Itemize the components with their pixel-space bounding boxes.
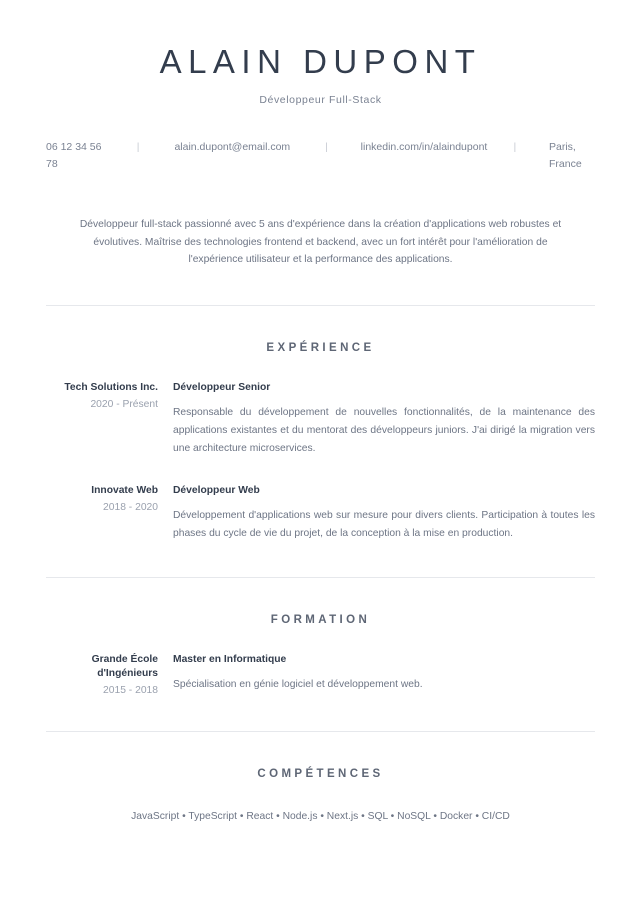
entry-organization: Grande École d'Ingénieurs xyxy=(91,653,158,679)
entry-role: Développeur Senior xyxy=(173,381,271,393)
entry-meta xyxy=(46,653,173,698)
entry-description: Spécialisation en génie logiciel et développement web. xyxy=(173,678,423,690)
section-divider xyxy=(46,577,595,578)
list-item xyxy=(46,381,595,458)
resume-header xyxy=(46,0,595,106)
entry-role: Master en Informatique xyxy=(173,653,287,665)
section-title-experience: EXPÉRIENCE xyxy=(266,341,375,354)
list-item xyxy=(46,484,595,543)
profile-summary: Développeur full-stack passionné avec 5 ans d'expérience dans la création d'applications web robustes et évolutives. Maîtrise des technologies frontend et backend, avec un fort intérêt pour l'amélioration de l'expérience utilisateur et la performance des applications. xyxy=(79,218,562,266)
entry-organization: Innovate Web xyxy=(91,484,158,496)
contact-separator-icon: | xyxy=(513,141,517,154)
entry-date: 2018 - 2020 xyxy=(103,501,158,513)
contact-location: Paris, France xyxy=(548,141,582,170)
contact-email[interactable]: alain.dupont@email.com xyxy=(174,141,291,154)
entry-date: 2020 - Présent xyxy=(90,398,158,410)
entry-meta xyxy=(46,484,173,515)
contact-separator-icon: | xyxy=(325,141,328,154)
job-title: Développeur Full-Stack xyxy=(259,94,382,107)
experience-entries xyxy=(46,381,595,543)
entry-role: Développeur Web xyxy=(173,484,260,496)
page-title: ALAIN DUPONT xyxy=(159,43,482,80)
contact-row xyxy=(46,139,595,172)
entry-body xyxy=(173,484,595,543)
entry-meta xyxy=(46,381,173,412)
contact-separator-icon: | xyxy=(136,141,140,154)
education-entries xyxy=(46,653,595,698)
entry-organization: Tech Solutions Inc. xyxy=(64,381,158,393)
section-divider xyxy=(46,731,595,732)
skills-list: JavaScript • TypeScript • React • Node.js • Next.js • SQL • NoSQL • Docker • CI/CD xyxy=(131,811,510,823)
entry-description: Responsable du développement de nouvelles fonctionnalités, de la maintenance des applications existantes et du mentorat des développeurs juniors. J'ai dirigé la migration vers une architecture microservices. xyxy=(173,406,595,454)
contact-phone[interactable]: 06 12 34 56 78 xyxy=(46,141,102,170)
entry-body xyxy=(173,381,595,458)
section-divider xyxy=(46,305,595,306)
entry-description: Développement d'applications web sur mesure pour divers clients. Participation à toutes les phases du cycle de vie du projet, de la conception à la mise en production. xyxy=(173,509,595,539)
contact-linkedin[interactable]: linkedin.com/in/alaindupont xyxy=(360,141,488,154)
section-title-education: FORMATION xyxy=(270,613,371,626)
section-title-skills: COMPÉTENCES xyxy=(257,768,384,781)
entry-date: 2015 - 2018 xyxy=(103,684,158,696)
entry-body xyxy=(173,653,595,694)
list-item xyxy=(46,653,595,698)
